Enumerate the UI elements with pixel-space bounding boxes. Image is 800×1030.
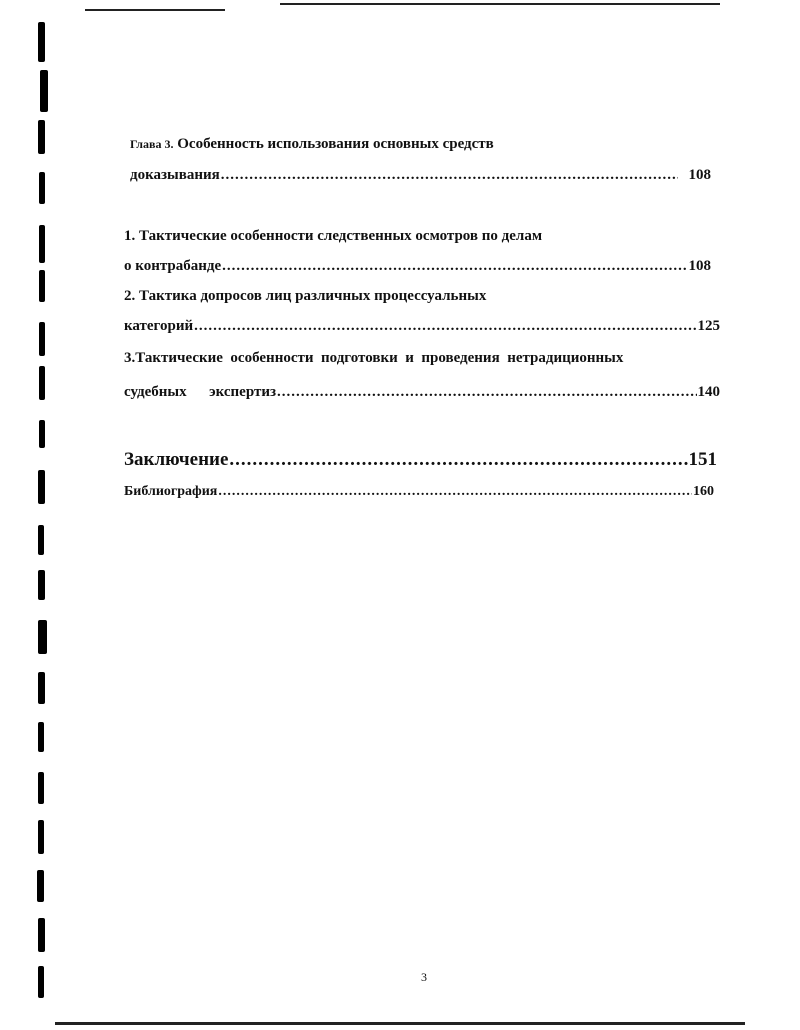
toc-item-3-line1: 3.Тактические особенности подготовки и проведения нетрадиционных xyxy=(124,350,624,366)
toc-item-3-line2 xyxy=(124,384,720,401)
chapter3-page: 108 xyxy=(688,167,711,183)
conclusion-label: Заключение xyxy=(124,449,229,470)
page-number: 3 xyxy=(421,970,427,984)
toc-conclusion xyxy=(124,449,717,471)
toc-item-2-page: 125 xyxy=(697,318,720,334)
dot-leader xyxy=(277,384,696,401)
toc-item-3-cont: судебных экспертиз xyxy=(124,384,277,400)
chapter3-title-line1 xyxy=(130,136,494,153)
chapter3-prefix: Глава 3. xyxy=(130,137,174,151)
toc-item-1-line2 xyxy=(124,258,711,275)
dot-leader xyxy=(218,484,692,500)
chapter3-title-line2 xyxy=(130,167,711,184)
toc-item-1-cont: о контрабанде xyxy=(124,258,222,274)
toc-item-1-line1: 1. Тактические особенности следственных осмотров по делам xyxy=(124,228,543,244)
conclusion-page: 151 xyxy=(688,449,717,470)
toc-bibliography xyxy=(124,484,714,500)
chapter3-title: Особенность использования основных средств xyxy=(177,136,494,152)
dot-leader xyxy=(221,167,678,184)
chapter3-title-cont: доказывания xyxy=(130,167,220,183)
dot-leader xyxy=(229,449,687,471)
bibliography-label: Библиография xyxy=(124,484,218,499)
toc-item-1-page: 108 xyxy=(688,258,711,274)
toc-item-2-line2 xyxy=(124,318,720,335)
toc-item-2-line1: 2. Тактика допросов лиц различных процессуальных xyxy=(124,288,487,304)
dot-leader xyxy=(222,258,687,275)
toc-item-3-page: 140 xyxy=(697,384,720,400)
dot-leader xyxy=(194,318,696,335)
bibliography-page: 160 xyxy=(693,484,714,499)
toc-item-2-cont: категорий xyxy=(124,318,194,334)
